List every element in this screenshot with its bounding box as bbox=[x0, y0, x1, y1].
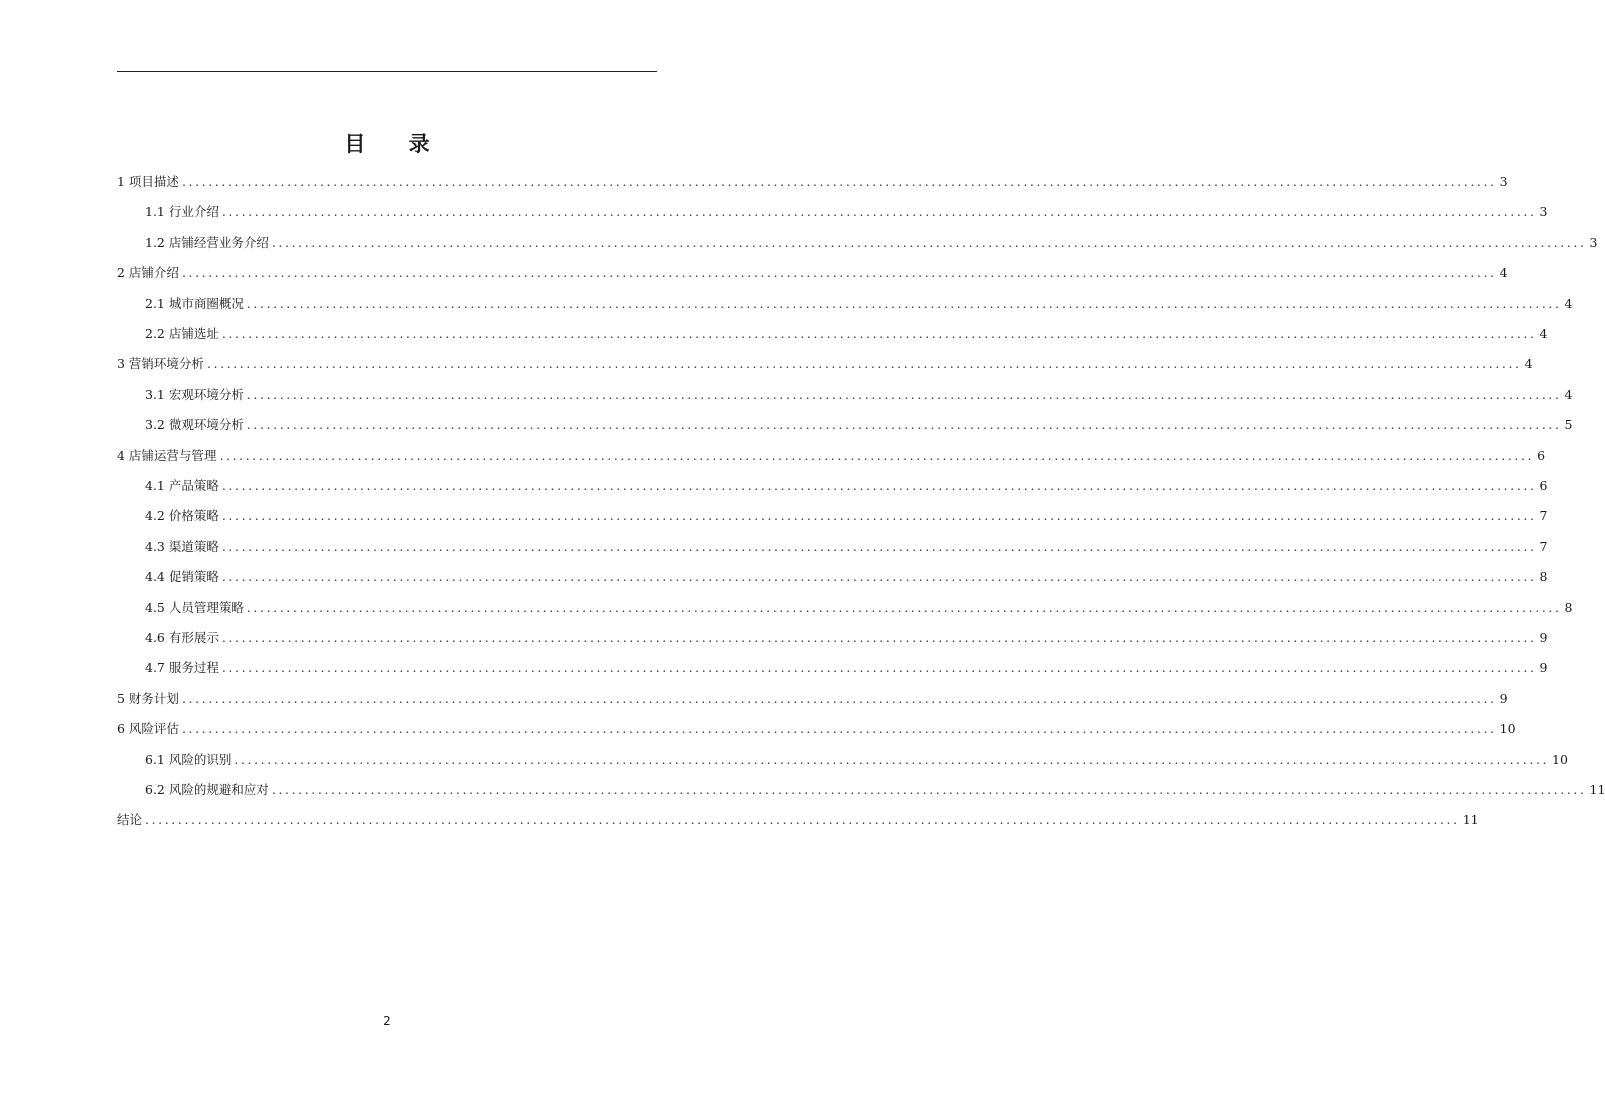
toc-entry-label: 3.2 微观环境分析 bbox=[145, 417, 244, 433]
toc-entry[interactable] bbox=[145, 415, 1573, 435]
toc-dot-leader: ........................................................................................................................................................................................................ bbox=[234, 751, 1550, 767]
toc-dot-leader: ........................................................................................................................................................................................................ bbox=[219, 447, 1535, 463]
toc-entry[interactable] bbox=[145, 324, 1548, 344]
toc-entry-page: 10 bbox=[1552, 751, 1568, 767]
toc-entry-label: 5 财务计划 bbox=[117, 690, 179, 706]
toc-entry[interactable] bbox=[117, 263, 1508, 283]
toc-dot-leader: ........................................................................................................................................................................................................ bbox=[221, 538, 1537, 554]
toc-entry-label: 6 风险评估 bbox=[117, 721, 179, 737]
toc-entry-label: 3 营销环境分析 bbox=[117, 356, 204, 372]
toc-entry[interactable] bbox=[145, 780, 1605, 800]
toc-entry-label: 1.1 行业介绍 bbox=[145, 204, 219, 220]
toc-entry-page: 8 bbox=[1564, 599, 1573, 615]
toc-dot-leader: ........................................................................................................................................................................................................ bbox=[145, 812, 1460, 828]
toc-dot-leader: ........................................................................................................................................................................................................ bbox=[221, 630, 1537, 645]
toc-dot-leader: ........................................................................................................................................................................................................ bbox=[181, 174, 1497, 189]
toc-dot-leader: ........................................................................................................................................................................................................ bbox=[246, 417, 1562, 433]
toc-entry-label: 2.2 店铺选址 bbox=[145, 326, 219, 341]
toc-dot-leader: ........................................................................................................................................................................................................ bbox=[246, 599, 1562, 615]
toc-entry-label: 2.1 城市商圈概况 bbox=[145, 295, 244, 311]
toc-entry[interactable] bbox=[145, 598, 1573, 618]
toc-dot-leader: ........................................................................................................................................................................................................ bbox=[181, 690, 1497, 706]
toc-dot-leader: ........................................................................................................................................................................................................ bbox=[221, 478, 1537, 493]
toc-title: 目 录 bbox=[344, 132, 448, 156]
toc-dot-leader: ........................................................................................................................................................................................................ bbox=[271, 782, 1587, 797]
toc-entry[interactable] bbox=[117, 689, 1508, 709]
toc-entry-page: 9 bbox=[1499, 690, 1508, 706]
toc-dot-leader: ........................................................................................................................................................................................................ bbox=[221, 204, 1537, 220]
toc-entry-page: 4 bbox=[1564, 386, 1573, 402]
toc-entry-page: 6 bbox=[1539, 478, 1548, 493]
toc-entry[interactable] bbox=[145, 750, 1568, 770]
toc-entry-page: 4 bbox=[1564, 295, 1573, 311]
toc-entry-label: 1 项目描述 bbox=[117, 174, 179, 189]
toc-entry[interactable] bbox=[145, 537, 1548, 557]
toc-entry[interactable] bbox=[145, 506, 1548, 526]
toc-dot-leader: ........................................................................................................................................................................................................ bbox=[181, 721, 1497, 737]
toc-entry[interactable] bbox=[117, 810, 1479, 830]
toc-entry-page: 8 bbox=[1539, 569, 1548, 585]
toc-entry-label: 4.1 产品策略 bbox=[145, 478, 219, 493]
toc-entry[interactable] bbox=[117, 172, 1508, 192]
toc-entry-page: 3 bbox=[1499, 174, 1508, 189]
toc-entry-label: 4 店铺运营与管理 bbox=[117, 447, 217, 463]
toc-dot-leader: ........................................................................................................................................................................................................ bbox=[181, 265, 1497, 281]
toc-dot-leader: ........................................................................................................................................................................................................ bbox=[271, 234, 1587, 250]
page-number: 2 bbox=[383, 1014, 391, 1028]
toc-entry-label: 4.6 有形展示 bbox=[145, 630, 219, 645]
toc-entry[interactable] bbox=[145, 567, 1548, 587]
toc-entry-page: 11 bbox=[1462, 812, 1479, 828]
toc-entry-page: 11 bbox=[1589, 782, 1605, 797]
toc-entry-page: 10 bbox=[1499, 721, 1516, 737]
toc-entry-page: 6 bbox=[1537, 447, 1546, 463]
toc-entry-page: 9 bbox=[1539, 660, 1548, 676]
toc-dot-leader: ........................................................................................................................................................................................................ bbox=[221, 569, 1537, 585]
toc-entry-page: 4 bbox=[1524, 356, 1533, 372]
toc-entry-label: 3.1 宏观环境分析 bbox=[145, 386, 244, 402]
toc-entry-page: 3 bbox=[1539, 204, 1548, 220]
toc-entry[interactable] bbox=[145, 385, 1573, 405]
toc-entry[interactable] bbox=[145, 476, 1548, 496]
toc-entry-label: 6.1 风险的识别 bbox=[145, 751, 232, 767]
toc-entry-page: 5 bbox=[1564, 417, 1573, 433]
toc-entry-page: 4 bbox=[1499, 265, 1508, 281]
toc-entry-page: 7 bbox=[1539, 508, 1548, 524]
toc-dot-leader: ........................................................................................................................................................................................................ bbox=[221, 326, 1537, 341]
toc-dot-leader: ........................................................................................................................................................................................................ bbox=[221, 660, 1537, 676]
toc-entry[interactable] bbox=[145, 658, 1548, 678]
toc-entry-label: 4.4 促销策略 bbox=[145, 569, 219, 585]
toc-entry-page: 4 bbox=[1539, 326, 1548, 341]
toc-entry[interactable] bbox=[145, 628, 1548, 648]
toc-entry-page: 9 bbox=[1539, 630, 1548, 645]
toc-entry-label: 结论 bbox=[117, 812, 143, 828]
toc-entry[interactable] bbox=[145, 294, 1573, 314]
toc-dot-leader: ........................................................................................................................................................................................................ bbox=[246, 386, 1562, 402]
toc-entry-label: 4.7 服务过程 bbox=[145, 660, 219, 676]
toc-dot-leader: ........................................................................................................................................................................................................ bbox=[206, 356, 1522, 372]
toc-entry-label: 2 店铺介绍 bbox=[117, 265, 179, 281]
toc-dot-leader: ........................................................................................................................................................................................................ bbox=[246, 295, 1562, 311]
toc-entry-label: 4.5 人员管理策略 bbox=[145, 599, 244, 615]
toc-entry-label: 1.2 店铺经营业务介绍 bbox=[145, 234, 269, 250]
toc-entry[interactable] bbox=[117, 354, 1533, 374]
toc-entry[interactable] bbox=[117, 719, 1516, 739]
toc-entry-page: 7 bbox=[1539, 538, 1548, 554]
toc-entry[interactable] bbox=[117, 446, 1546, 466]
toc-entry-label: 4.2 价格策略 bbox=[145, 508, 219, 524]
toc-entry-label: 4.3 渠道策略 bbox=[145, 538, 219, 554]
toc-entry[interactable] bbox=[145, 202, 1548, 222]
toc-entry-page: 3 bbox=[1589, 234, 1598, 250]
toc-entry[interactable] bbox=[145, 233, 1598, 253]
toc-entry-label: 6.2 风险的规避和应对 bbox=[145, 782, 269, 797]
toc-dot-leader: ........................................................................................................................................................................................................ bbox=[221, 508, 1537, 524]
